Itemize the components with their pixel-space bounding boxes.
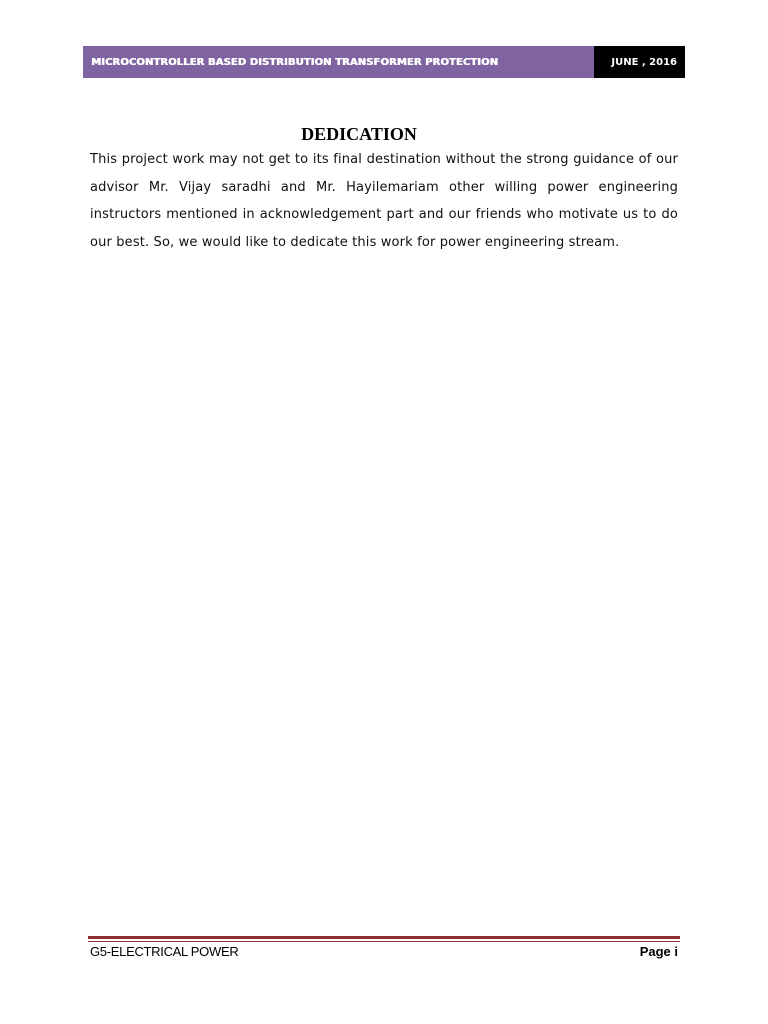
page-number: Page i: [639, 944, 678, 959]
footer-rule-thin: [88, 941, 680, 942]
section-heading: DEDICATION: [301, 124, 417, 144]
header-title-band: [83, 46, 594, 78]
footer-department: G5-ELECTRICAL POWER: [90, 944, 239, 959]
footer-rule-thick: [88, 936, 680, 939]
dedication-paragraph: This project work may not get to its final destination without the strong guidance of our advisor Mr. Vijay saradhi and Mr. Hayilemariam other willing power engineering instructors mentioned in acknowledgement part and our friends who motivate us to do our best. So, we would like to dedicate this work for power engineering stream.: [90, 152, 678, 250]
page-header: [83, 46, 685, 78]
header-date-band: [594, 46, 685, 78]
header-date: JUNE , 2016: [611, 56, 677, 68]
header-title: MICROCONTROLLER BASED DISTRIBUTION TRANSFORMER PROTECTION: [91, 56, 498, 68]
